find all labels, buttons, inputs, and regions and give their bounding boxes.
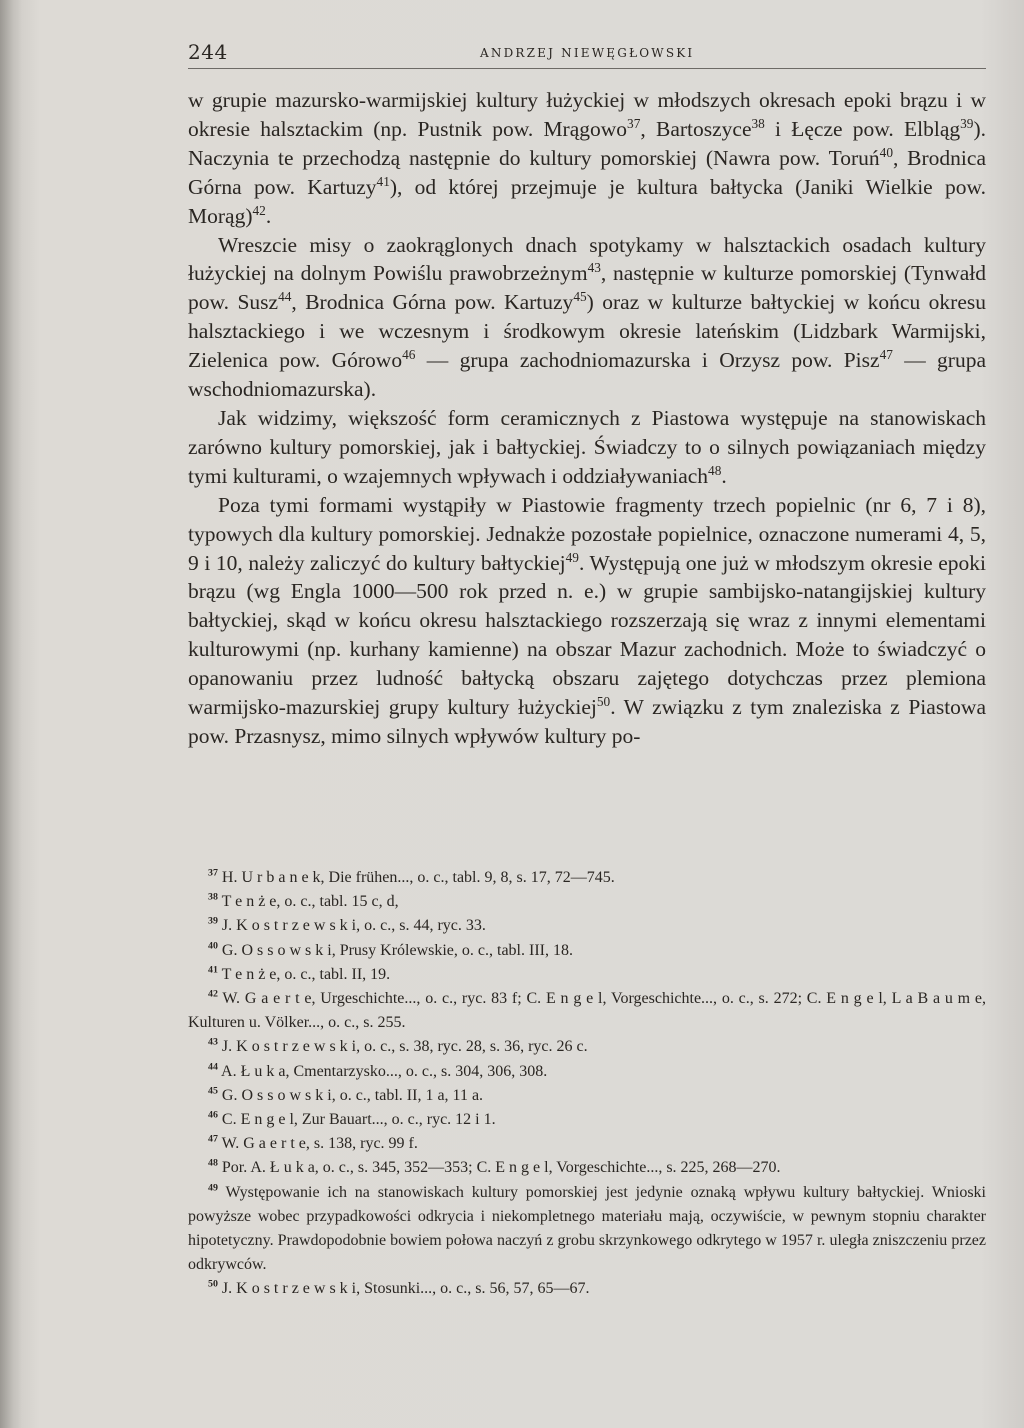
footnote xyxy=(188,1084,986,1108)
text-run: , Bartoszyce xyxy=(640,116,752,141)
footnote-ref: 41 xyxy=(376,173,390,189)
paragraph xyxy=(188,86,986,231)
footnote-ref: 40 xyxy=(879,144,893,160)
text-run: i Łęcze pow. Elbląg xyxy=(764,116,961,141)
footnote-text: Por. A. Ł u k a, o. c., s. 345, 352—353; C. E n g e l, Vorgeschichte..., s. 225, 268—270. xyxy=(217,1159,781,1177)
footnote xyxy=(188,1156,986,1180)
footnote xyxy=(188,1060,986,1084)
footnote-number: 40 xyxy=(208,940,218,952)
footnote-number: 39 xyxy=(208,916,218,928)
text-run: , Brodnica Górna pow. Kartuzy xyxy=(291,290,574,315)
footnote-number: 45 xyxy=(208,1085,218,1097)
text-run: — grupa wschodniomazurska). xyxy=(188,348,987,402)
footnote-ref: 47 xyxy=(879,347,893,362)
footnote-number: 46 xyxy=(208,1109,218,1121)
footnote-ref: 48 xyxy=(708,462,722,478)
footnote xyxy=(188,1277,986,1301)
footnote-number: 41 xyxy=(208,964,218,976)
footnote xyxy=(188,1181,986,1278)
footnote-text: J. K o s t r z e w s k i, o. c., s. 44, ryc. 33. xyxy=(217,917,486,935)
footnote-text: T e n ż e, o. c., tabl. 15 c, d, xyxy=(217,893,399,911)
footnote xyxy=(188,1035,986,1059)
paragraph xyxy=(188,491,986,751)
footnote-text: T e n ż e, o. c., tabl. II, 19. xyxy=(217,965,391,983)
footnote-ref: 46 xyxy=(402,347,416,362)
paragraph xyxy=(188,231,986,404)
footnote xyxy=(188,963,986,987)
text-run: w grupie mazursko-warmijskiej kultury łużyckiej w młodszych okresach epoki brązu i w okresie halsztackim (np. Pustnik pow. Mrągowo xyxy=(188,88,986,141)
footnote-text: G. O s s o w s k i, o. c., tabl. II, 1 a, 11 a. xyxy=(217,1086,484,1104)
text-run: Poza tymi formami wystąpiły w Piastowie fragmenty trzech popielnic (nr 6, 7 i 8), typowych dla kultury pomorskiej. Jednakże pozostałe popielnice, oznaczone numerami 4, 5, 9 i 10, należy zaliczyć do kultury bałtyckiej xyxy=(188,492,986,575)
main-text xyxy=(188,86,986,751)
text-run: ), od której przejmuje je kultura bałtycka (Janiki Wielkie pow. Morąg) xyxy=(188,174,987,228)
text-run: — grupa zachodniomazurska i Orzysz pow. Pisz xyxy=(415,348,880,373)
footnote-number: 44 xyxy=(208,1061,218,1073)
footnote-text: J. K o s t r z e w s k i, Stosunki..., o. c., s. 56, 57, 65—67. xyxy=(217,1280,590,1298)
text-run: . W związku z tym znaleziska z Piastowa pow. Przasnysz, mimo silnych wpływów kultury po- xyxy=(188,695,986,748)
footnote-ref: 37 xyxy=(627,115,641,131)
text-run: ). Naczynia te przechodzą następnie do kultury pomorskiej (Nawra pow. Toruń xyxy=(188,116,987,170)
footnote xyxy=(188,866,986,890)
book-spine-shadow xyxy=(0,0,22,1428)
footnote xyxy=(188,939,986,963)
text-run: , Brodnica Górna pow. Kartuzy xyxy=(188,145,986,199)
footnote-number: 47 xyxy=(208,1133,218,1145)
footnote xyxy=(188,1108,986,1132)
footnote-text: J. K o s t r z e w s k i, o. c., s. 38, ryc. 28, s. 36, ryc. 26 c. xyxy=(217,1038,588,1056)
footnote xyxy=(188,1132,986,1156)
text-run: Wreszcie misy o zaokrąglonych dnach spotykamy w halsztackich osadach kultury łużyckiej na dolnym Powiślu prawobrzeżnym xyxy=(188,232,986,286)
footnote-ref: 45 xyxy=(573,289,587,305)
footnote-ref: 50 xyxy=(596,693,611,709)
page-header xyxy=(188,38,986,69)
footnote-text: C. E n g e l, Zur Bauart..., o. c., ryc. 12 i 1. xyxy=(217,1111,496,1129)
footnotes xyxy=(188,866,986,1302)
text-run: . Występują one już w młodszym okresie epoki brązu (wg Engla 1000—500 rok przed n. e.) w grupie sambijsko-natangijskiej kultury bałtyckiej, skąd w końcu okresu halsztackiego rozszerzają się wraz z innymi elementami kulturowymi (np. kurhany kamienne) na obszar Mazur zachodnich. Może to świadczyć o opanowaniu przez ludność bałtycką obszaru zajętego dotychczas przez plemiona warmijsko-mazurskiej grupy kultury łużyckiej xyxy=(188,550,986,720)
footnote-number: 48 xyxy=(208,1158,218,1170)
footnote-number: 49 xyxy=(208,1182,218,1194)
text-run: Jak widzimy, większość form ceramicznych z Piastowa występuje na stanowiskach zarówno kultury pomorskiej, jak i bałtyckiej. Świadczy to o silnych powiązaniach między tymi kulturami, o wzajemnych wpływach i oddziaływaniach xyxy=(188,405,986,488)
footnote-text: W. G a e r t e, Urgeschichte..., o. c., ryc. 83 f; C. E n g e l, Vorgeschichte..., o. c., s. 272; C. E n g e l, L a B a u m e, Kulturen u. Völker..., o. c., s. 255. xyxy=(188,990,986,1032)
footnote xyxy=(188,987,986,1035)
footnote-ref: 43 xyxy=(587,260,601,276)
footnote-number: 42 xyxy=(208,988,218,1000)
text-run: ) oraz w kulturze bałtyckiej w końcu okresu halsztackiego i we wczesnym i środkowym okresie lateńskim (Lidzbark Warmijski, Zielenica pow. Górowo xyxy=(188,290,986,373)
footnote-text: G. O s s o w s k i, Prusy Królewskie, o. c., tabl. III, 18. xyxy=(217,941,573,959)
footnote-ref: 44 xyxy=(278,289,292,305)
footnote-ref: 42 xyxy=(252,202,266,218)
footnote-ref: 38 xyxy=(751,115,765,131)
footnote xyxy=(188,890,986,914)
text-run: , następnie w kulturze pomorskiej (Tynwałd pow. Susz xyxy=(188,261,987,315)
footnote-number: 50 xyxy=(208,1279,218,1291)
footnote-number: 43 xyxy=(208,1037,218,1049)
footnote xyxy=(188,914,986,938)
footnote-text: A. Ł u k a, Cmentarzysko..., o. c., s. 304, 306, 308. xyxy=(217,1062,548,1080)
paragraph xyxy=(188,404,986,491)
footnote-text: W. G a e r t e, s. 138, ryc. 99 f. xyxy=(217,1135,418,1153)
footnote-text: Występowanie ich na stanowiskach kultury pomorskiej jest jedynie oznaką wpływu kultury bałtyckiej. Wnioski powyższe wobec przypadkowości odkrycia i niekompletnego materiału mają, oczywiście, w pewnym stopniu charakter hipotetyczny. Prawdopodobnie bowiem połowa naczyń z grobu skrzynkowego odkrytego w 1957 r. uległa zniszczeniu przez odkrywców. xyxy=(188,1183,986,1274)
text-run: . xyxy=(721,463,727,488)
footnote-text: H. U r b a n e k, Die frühen..., o. c., tabl. 9, 8, s. 17, 72—745. xyxy=(217,869,615,886)
text-run: . xyxy=(265,203,272,228)
footnote-number: 37 xyxy=(208,867,218,879)
footnote-ref: 49 xyxy=(565,549,579,565)
page-number: 244 xyxy=(188,40,228,64)
footnote-ref: 39 xyxy=(960,115,974,131)
running-head: ANDRZEJ NIEWĘGŁOWSKI xyxy=(480,46,695,60)
footnote-number: 38 xyxy=(208,891,218,903)
